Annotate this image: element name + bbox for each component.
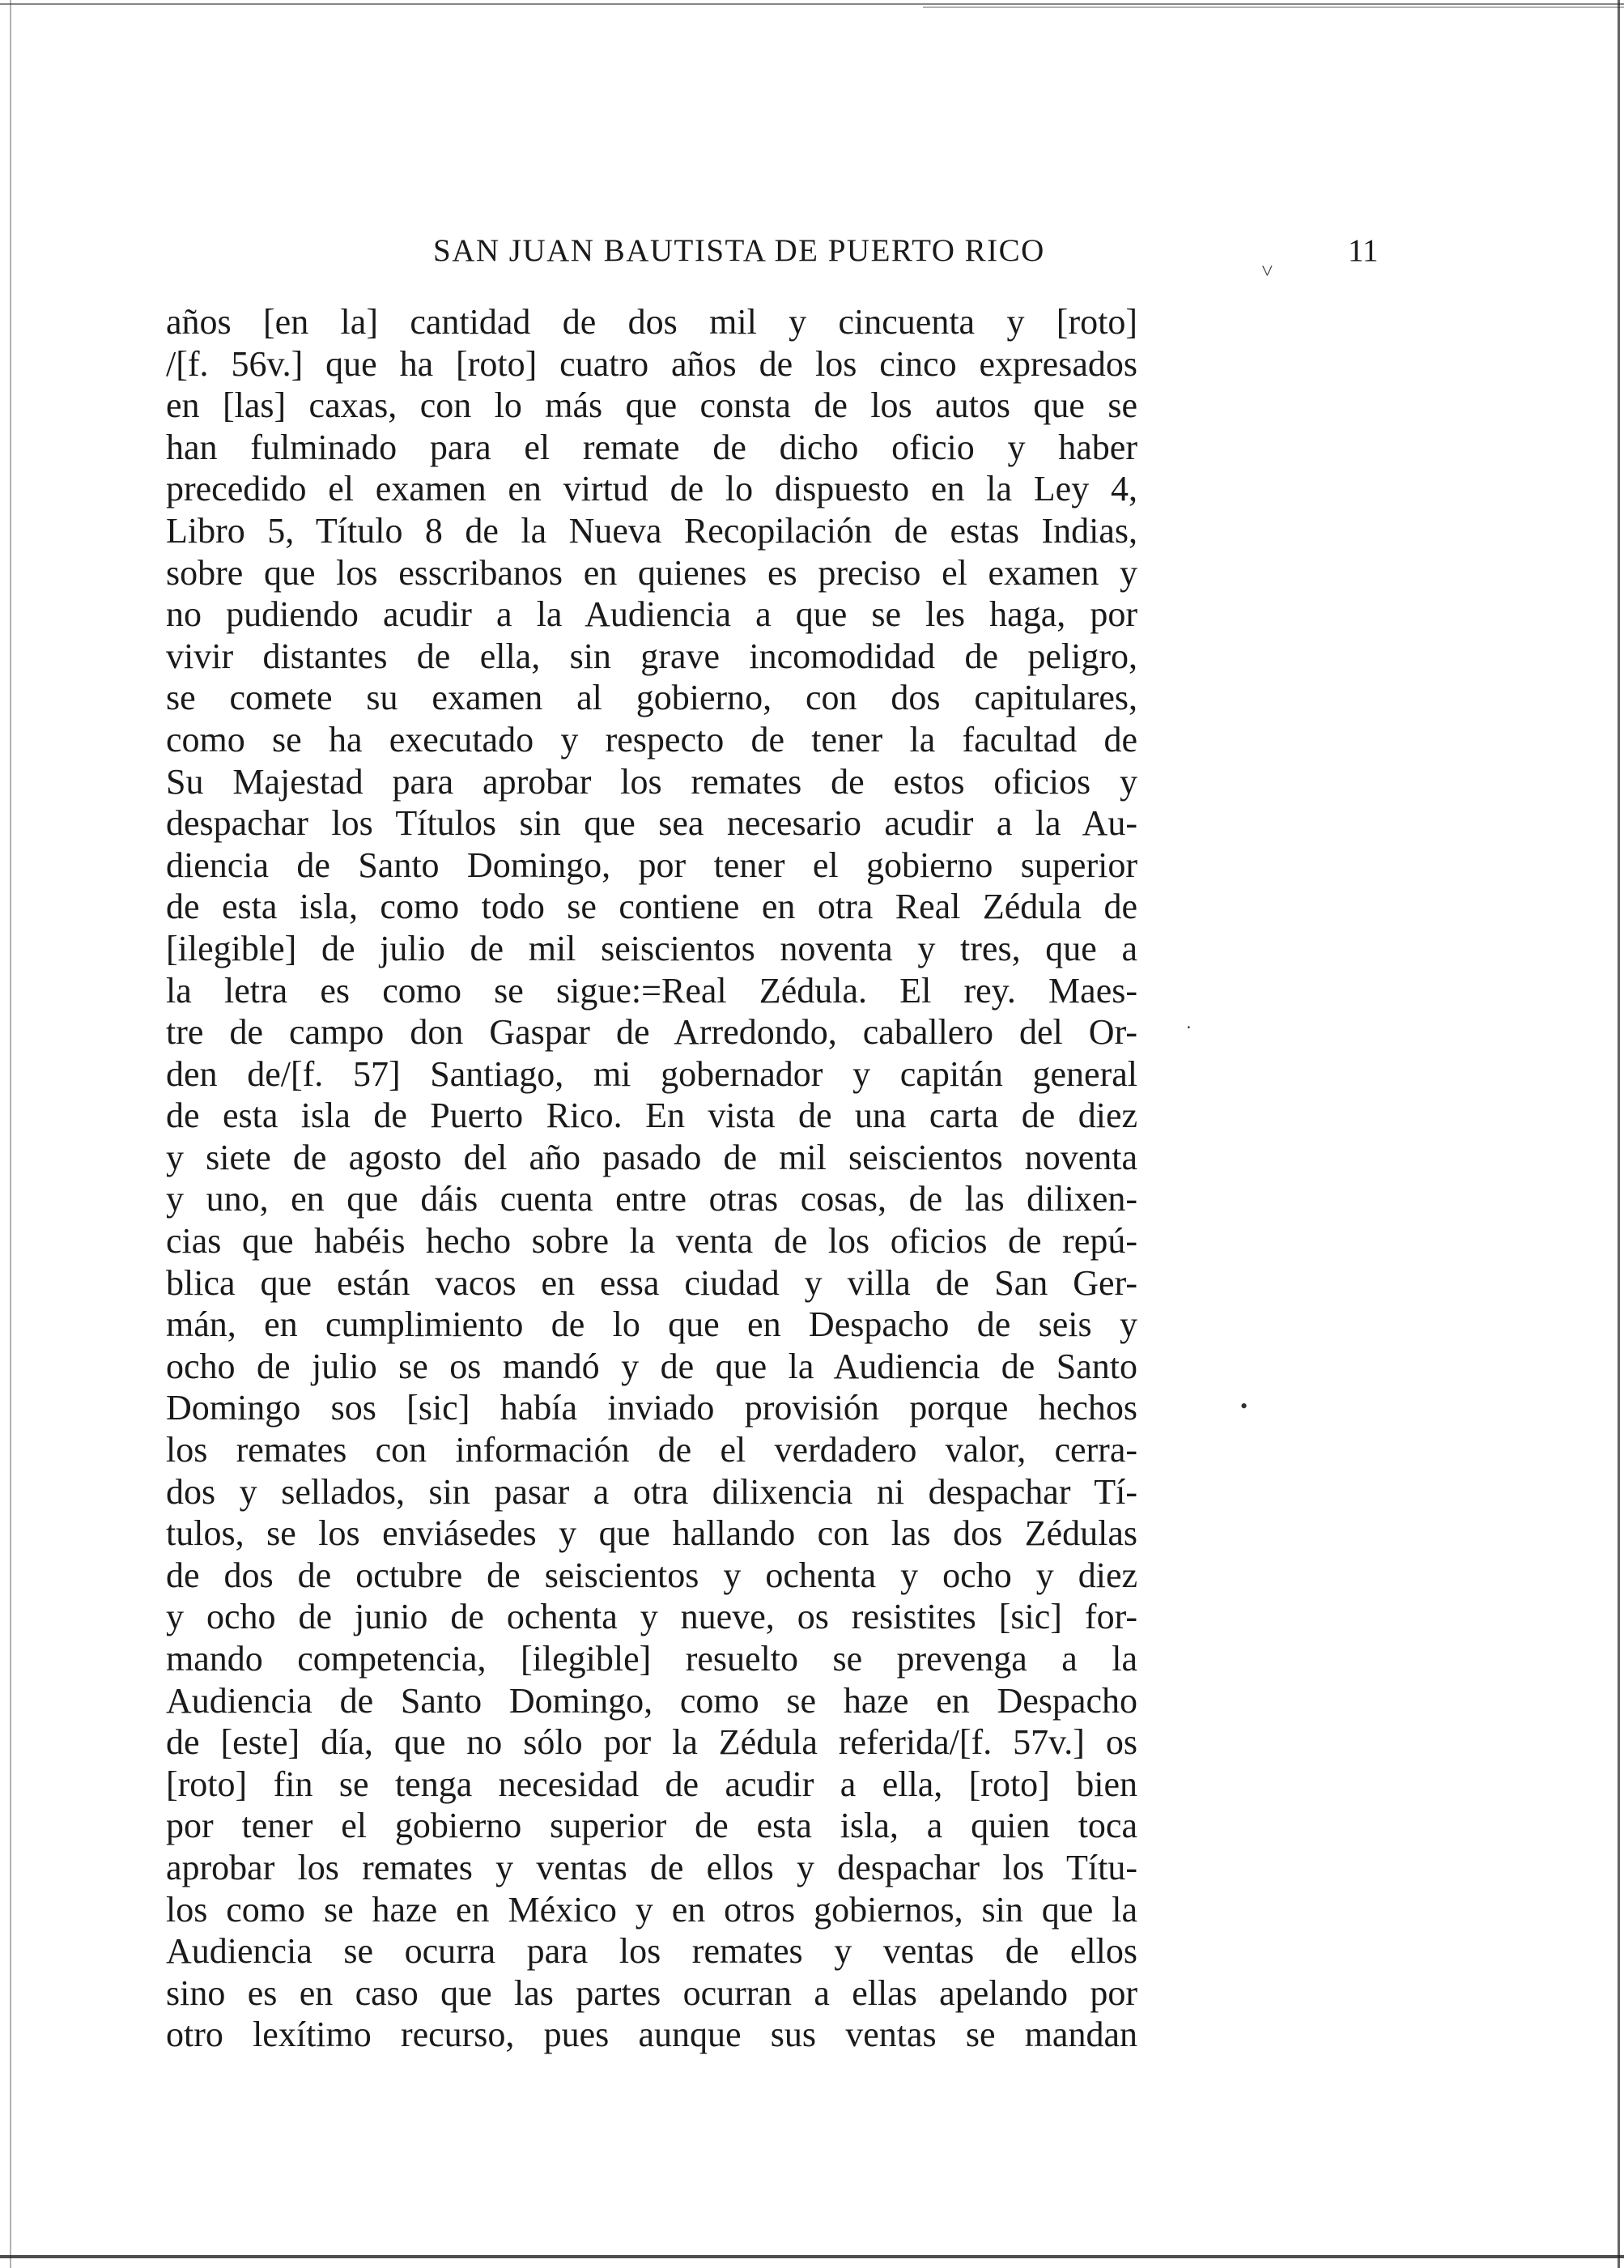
text-line: los como se haze en México y en otros gobiernos, sin que la — [166, 1889, 1137, 1930]
text-line: sino es en caso que las partes ocurran a ellas apelando por — [166, 1972, 1137, 2013]
body-text — [166, 301, 1137, 2056]
text-line: /[f. 56v.] que ha [roto] cuatro años de los cinco expresados — [166, 343, 1137, 384]
text-line: se comete su examen al gobierno, con dos capitulares, — [166, 678, 1137, 718]
text-line: y uno, en que dáis cuenta entre otras cosas, de las dilixen- — [166, 1179, 1137, 1219]
scan-edge-top-secondary — [923, 6, 1624, 8]
text-line: vivir distantes de ella, sin grave incomodidad de peligro, — [166, 636, 1137, 676]
text-line: Audiencia de Santo Domingo, como se haze en Despacho — [166, 1680, 1137, 1721]
text-line: den de/[f. 57] Santiago, mi gobernador y capitán general — [166, 1053, 1137, 1094]
text-line: otro lexítimo recurso, pues aunque sus ventas se mandan — [166, 2015, 1137, 2055]
text-line: y ocho de junio de ochenta y nueve, os resistites [sic] for- — [166, 1597, 1137, 1637]
text-line: Su Majestad para aprobar los remates de estos oficios y — [166, 761, 1137, 802]
text-line: de esta isla de Puerto Rico. En vista de una carta de diez — [166, 1096, 1137, 1136]
scan-edge-right — [1618, 0, 1620, 2268]
text-line: despachar los Títulos sin que sea necesario acudir a la Au- — [166, 803, 1137, 844]
margin-mark: ˅ — [1261, 259, 1273, 283]
text-line: tulos, se los enviásedes y que hallando con las dos Zédulas — [166, 1513, 1137, 1554]
text-line: y siete de agosto del año pasado de mil seiscientos noventa — [166, 1137, 1137, 1177]
text-line: Audiencia se ocurra para los remates y ventas de ellos — [166, 1931, 1137, 1972]
text-line: cias que habéis hecho sobre la venta de los oficios de repú- — [166, 1221, 1137, 1262]
running-title: SAN JUAN BAUTISTA DE PUERTO RICO — [433, 233, 1045, 268]
text-line: tre de campo don Gaspar de Arredondo, caballero del Or- — [166, 1012, 1137, 1053]
text-line: sobre que los esscribanos en quienes es preciso el examen y — [166, 552, 1137, 593]
text-line: como se ha executado y respecto de tener la facultad de — [166, 719, 1137, 760]
text-line: [roto] fin se tenga necesidad de acudir a ella, [roto] bien — [166, 1764, 1137, 1804]
text-line: [ilegible] de julio de mil seiscientos noventa y tres, que a — [166, 928, 1137, 968]
text-line: aprobar los remates y ventas de ellos y despachar los Títu- — [166, 1847, 1137, 1887]
text-line: en [las] caxas, con lo más que consta de los autos que se — [166, 385, 1137, 426]
scan-edge-bottom — [0, 2255, 1624, 2258]
text-line: precedido el examen en virtud de lo dispuesto en la Ley 4, — [166, 469, 1137, 509]
text-line: han fulminado para el remate de dicho oficio y haber — [166, 427, 1137, 467]
page-header — [166, 232, 1380, 274]
text-line: por tener el gobierno superior de esta isla, a quien toca — [166, 1806, 1137, 1846]
text-line: de [este] día, que no sólo por la Zédula referida/[f. 57v.] os — [166, 1722, 1137, 1763]
text-line: dos y sellados, sin pasar a otra dilixencia ni despachar Tí- — [166, 1471, 1137, 1512]
text-line: Domingo sos [sic] había inviado provisión porque hechos — [166, 1388, 1137, 1428]
text-line: de esta isla, como todo se contiene en otra Real Zédula de — [166, 887, 1137, 927]
text-line: años [en la] cantidad de dos mil y cincuenta y [roto] — [166, 302, 1137, 342]
text-line: de dos de octubre de seiscientos y ochenta y ocho y diez — [166, 1555, 1137, 1595]
page-number: 11 — [1348, 233, 1379, 268]
margin-mark: ˙ — [1185, 1022, 1192, 1045]
text-line: mán, en cumplimiento de lo que en Despacho de seis y — [166, 1304, 1137, 1345]
text-line: ocho de julio se os mandó y de que la Audiencia de Santo — [166, 1346, 1137, 1386]
text-line: mando competencia, [ilegible] resuelto se prevenga a la — [166, 1639, 1137, 1679]
margin-mark: • — [1240, 1394, 1248, 1418]
scan-edge-top — [0, 3, 1624, 5]
text-line: Libro 5, Título 8 de la Nueva Recopilación de estas Indias, — [166, 510, 1137, 551]
text-line: los remates con información de el verdadero valor, cerra- — [166, 1430, 1137, 1470]
text-line: no pudiendo acudir a la Audiencia a que se les haga, por — [166, 594, 1137, 635]
text-line: la letra es como se sigue:=Real Zédula. El rey. Maes- — [166, 970, 1137, 1011]
scan-edge-left — [10, 0, 11, 2268]
text-line: diencia de Santo Domingo, por tener el gobierno superior — [166, 845, 1137, 885]
text-line: blica que están vacos en essa ciudad y villa de San Ger- — [166, 1262, 1137, 1303]
